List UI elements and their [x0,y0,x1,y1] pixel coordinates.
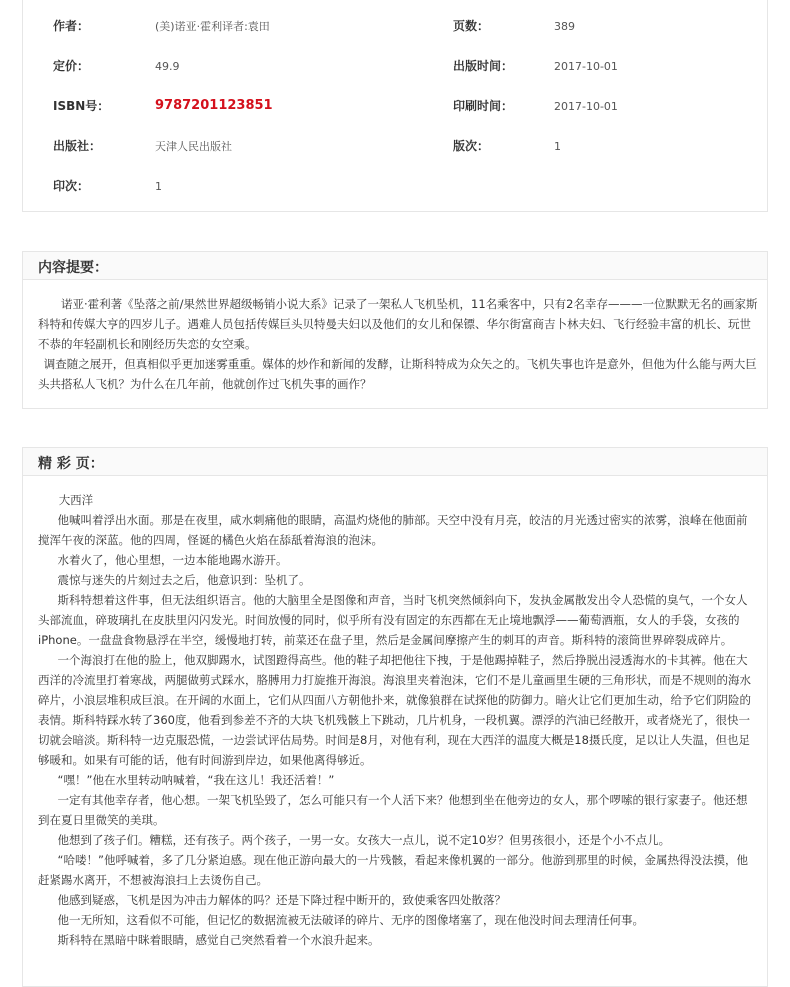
excerpt-paragraph: “嘿！”他在水里转动呐喊着，“我在这儿！我还活着！” [57,773,335,787]
summary-header [23,252,767,280]
edition-value: 1 [554,140,561,153]
edition-label: 版次： [453,139,490,153]
pages-label: 页数： [453,19,490,33]
excerpt-body [38,490,758,950]
pubtime-label: 出版时间： [453,59,514,73]
printtime-value: 2017-10-01 [554,100,618,113]
excerpt-paragraph: 斯科特在黑暗中眯着眼睛，感觉自己突然看着一个水浪升起来。 [57,933,380,947]
excerpt-paragraph: 大西洋 [58,493,94,507]
printing-label: 印次： [53,179,90,193]
pages-value: 389 [554,20,575,33]
excerpt-paragraph: 他感到疑惑，飞机是因为冲击力解体的吗？还是下降过程中断开的，致使乘客四处散落？ [57,893,507,907]
printing-value: 1 [155,180,162,193]
author-value: (美)诺亚·霍利译者:袁田 [155,20,270,33]
excerpt-header [23,448,767,476]
publisher-value: 天津人民出版社 [155,140,232,153]
excerpt-section [22,447,768,987]
pubtime-value: 2017-10-01 [554,60,618,73]
summary-body [38,294,758,394]
summary-title: 内容提要： [38,260,108,276]
publisher-label: 出版社： [53,139,102,153]
excerpt-paragraph: 一个海浪打在他的脸上，他双脚踢水，试图蹬得高些。他的鞋子却把他往下拽，于是他踢掉鞋子，然后挣脱出浸透海水的卡其裤。他在大西洋的冷流里打着寒战，两腿做剪式踩水，胳膊用力打旋推开海浪。海浪里夹着泡沫，它们不是儿童画里生硬的三角形状，而是不规则的海水碎片，小浪层堆积成巨浪。在开阔的水面上，它们从四面八方朝他扑来，就像狼群在试探他的防御力。暗火让它们更加生动，给予它们阴险的表情。斯科特踩水转了360度，他看到参差不齐的大块飞机残骸上下跳动，几片机身，一段机翼。漂浮的汽油已经散开，或者烧光了，很快一切就会暗淡。斯科特一边克服恐慌，一边尝试评估局势。时间是8月，对他有利，现在大西洋的温度大概是18摄氏度，足以让人失温，但也足够暖和。如果有可能的话，他有时间游到岸边，如果他离得够近。 [38,653,751,767]
price-label: 定价： [53,59,90,73]
excerpt-paragraph: 震惊与迷失的片刻过去之后，他意识到：坠机了。 [57,573,311,587]
excerpt-paragraph: 他一无所知，这看似不可能，但记忆的数据流被无法破译的碎片、无序的图像堵塞了，现在他没时间去理清任何事。 [57,913,645,927]
excerpt-paragraph: 一定有其他幸存者，他心想。一架飞机坠毁了，怎么可能只有一个人活下来？他想到坐在他旁边的女人，那个啰嗦的银行家妻子。他还想到在夏日里微笑的美琪。 [38,793,748,827]
author-label: 作者： [53,19,90,33]
excerpt-paragraph: 他想到了孩子们。糟糕，还有孩子。两个孩子，一男一女。女孩大一点儿，说不定10岁？但男孩很小，还是个小不点儿。 [57,833,671,847]
excerpt-paragraph: 水着火了，他心里想，一边本能地踢水游开。 [57,553,288,567]
printtime-label: 印刷时间： [453,99,514,113]
isbn-label: ISBN号： [53,99,110,113]
summary-paragraph: 调查随之展开，但真相似乎更加迷雾重重。媒体的炒作和新闻的发酵，让斯科特成为众矢之的。飞机失事也许是意外，但他为什么能与两大巨头共搭私人飞机？为什么在几年前，他就创作过飞机失事的画作？ [38,357,757,391]
isbn-value: 9787201123851 [155,98,273,113]
summary-section [22,251,768,409]
book-info-panel [22,0,768,212]
excerpt-title: 精 彩 页： [38,456,104,472]
price-value: 49.9 [155,60,180,73]
excerpt-paragraph: 他喊叫着浮出水面。那是在夜里，咸水刺痛他的眼睛，高温灼烧他的肺部。天空中没有月亮，皎洁的月光透过密实的浓雾，浪峰在他面前搅浑午夜的深蓝。他的四周，怪诞的橘色火焰在舔舐着海浪的泡沫。 [38,513,748,547]
excerpt-paragraph: 斯科特想着这件事，但无法组织语言。他的大脑里全是图像和声音，当时飞机突然倾斜向下，发执金属散发出令人恐慌的臭气，一个女人头部流血，碎玻璃扎在皮肤里闪闪发光。时间放慢的同时，似乎所有没有固定的东西都在无止境地飘浮——葡萄酒瓶，女人的手袋，女孩的iPhone。一盘盘食物悬浮在半空，缓慢地打转，前菜还在盘子里，然后是金属间摩擦产生的刺耳的声音。斯科特的滚筒世界碎裂成碎片。 [38,593,748,647]
author-row [53,18,89,34]
summary-paragraph: 诺亚·霍利著《坠落之前/果然世界超级畅销小说大系》记录了一架私人飞机坠机，11名乘客中，只有2名幸存———一位默默无名的画家斯科特和传媒大亨的四岁儿子。遇难人员包括传媒巨头贝特曼夫妇以及他们的女儿和保镖、华尔街富商吉卜林夫妇、飞行经验丰富的机长、玩世不恭的年轻副机长和刚经历失恋的女空乘。 [38,297,758,351]
excerpt-paragraph: “哈喽！”他呼喊着，多了几分紧迫感。现在他正游向最大的一片残骸，看起来像机翼的一部分。他游到那里的时候，金属热得没法摸，他赶紧踢水离开，不想被海浪扫上去烫伤自己。 [38,853,748,887]
